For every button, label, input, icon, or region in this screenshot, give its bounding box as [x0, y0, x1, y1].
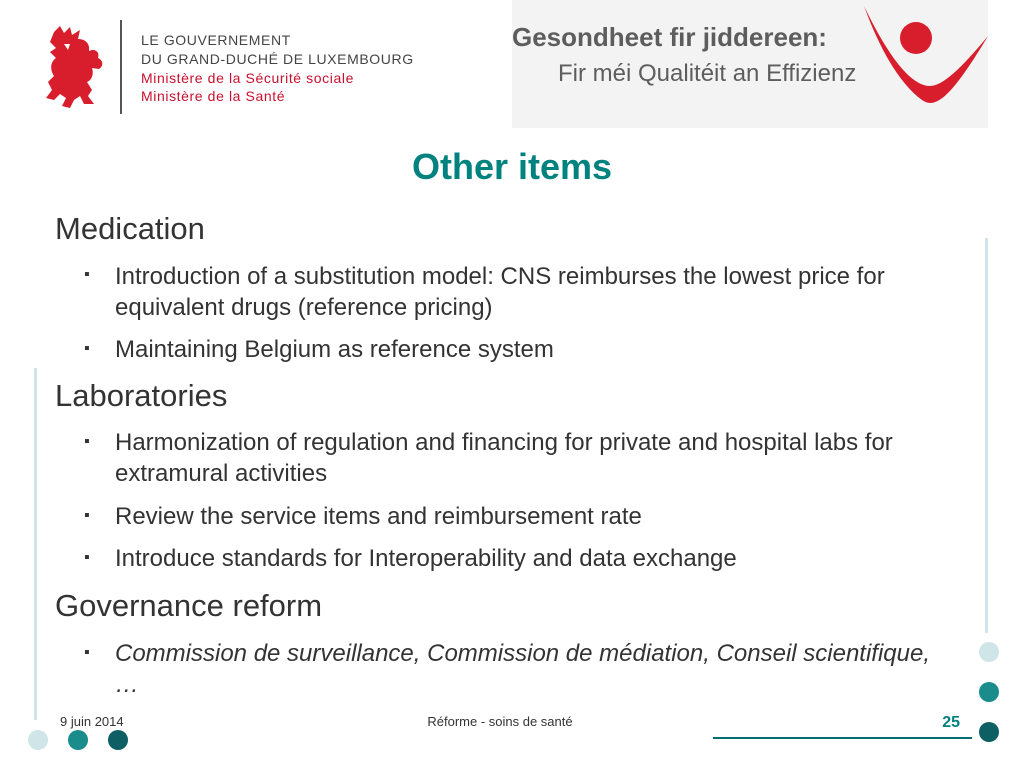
decorative-dot — [68, 730, 88, 750]
decorative-dot — [979, 722, 999, 742]
lion-icon — [40, 24, 106, 108]
slogan-title: Gesondheet fir jiddereen: — [512, 22, 827, 52]
bullet-icon: ▪ — [84, 340, 90, 357]
section-heading-laboratories: Laboratories — [55, 378, 228, 413]
gov-line-4: Ministère de la Santé — [141, 88, 286, 104]
list-item: Review the service items and reimbursement rate — [115, 503, 642, 530]
decorative-dot — [979, 642, 999, 662]
footer-date: 9 juin 2014 — [60, 714, 124, 729]
decorative-line-left — [34, 368, 37, 720]
footer-line — [713, 737, 972, 739]
bullet-icon: ▪ — [84, 507, 90, 524]
page-number: 25 — [942, 714, 960, 731]
bullet-icon: ▪ — [84, 433, 90, 450]
gov-line-2: DU GRAND-DUCHÉ DE LUXEMBOURG — [141, 51, 414, 67]
header-divider — [120, 20, 122, 114]
bullet-icon: ▪ — [84, 266, 90, 283]
list-item: Harmonization of regulation and financing for private and hospital labs for extramural activities — [115, 429, 893, 487]
gov-line-1: LE GOUVERNEMENT — [141, 32, 291, 48]
bullet-icon: ▪ — [84, 549, 90, 566]
decorative-dot — [108, 730, 128, 750]
list-item: Maintaining Belgium as reference system — [115, 336, 554, 363]
bullet-icon: ▪ — [84, 644, 90, 661]
section-heading-medication: Medication — [55, 211, 205, 246]
footer-title: Réforme - soins de santé — [427, 714, 573, 729]
decorative-dot — [979, 682, 999, 702]
decorative-line-right — [985, 238, 988, 633]
gov-line-3: Ministère de la Sécurité sociale — [141, 70, 354, 86]
slide-title: Other items — [411, 146, 613, 187]
list-item: Introduce standards for Interoperability and data exchange — [115, 545, 737, 572]
section-heading-governance: Governance reform — [55, 588, 323, 623]
slogan-subtitle: Fir méi Qualitéit an Effizienz — [558, 60, 857, 87]
decorative-dot — [28, 730, 48, 750]
list-item: Introduction of a substitution model: CNS reimburses the lowest price for equivalent drugs (reference pricing) — [115, 263, 885, 321]
health-swoosh-icon — [860, 0, 990, 110]
list-item: Commission de surveillance, Commission de médiation, Conseil scientifique, … — [115, 640, 931, 698]
